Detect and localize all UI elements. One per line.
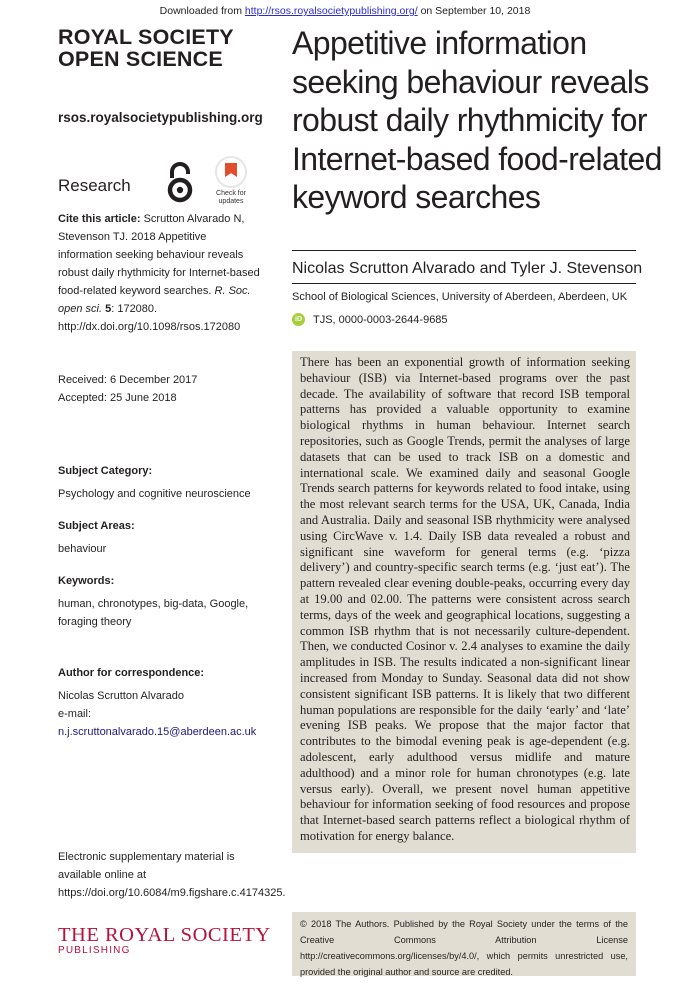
subject-category: Subject Category: Psychology and cognitive neuroscience	[58, 465, 251, 500]
accepted-date: Accepted: 25 June 2018	[58, 392, 177, 404]
divider	[292, 250, 636, 251]
abstract-text: There has been an exponential growth of information seeking behaviour (ISB) via Internet-based programs over the past decade. The availability of software that record ISB temporal patterns has provided a valuable opportunity to examine biological rhythms in human behaviour. Internet search repositories, such as Google Trends, permit the analyses of large datasets that can be used to track ISB on a domestic and international scale. We examined daily and seasonal Google Trends search patterns for keywords related to food intake, using the most relevant search terms for the USA, UK, Canada, India and Australia. Daily and seasonal ISB rhythmicity were analysed using CircWave v. 1.4. Daily ISB data revealed a robust and significant sine waveform for general terms (e.g. ‘pizza delivery’) and country-specific search terms (e.g. ‘just eat’). The pattern revealed clear evening double-peaks, occurring every day at 19.00 and 02.00. The patterns were consistent across search terms, days of the week and geographical locations, suggesting a common ISB rhythm that is not necessarily culture-dependent. Then, we conducted Cosinor v. 2.4 analyses to examine the daily amplitudes in ISB. The results indicated a non-significant linear increased from Monday to Sunday. Seasonal data did not show consistent significant ISB patterns. It is likely that two different human populations are responsible for the daily ‘early’ and ‘late’ evening ISB peaks. We propose that the major factor that contributes to the bimodal evening peak is age-dependent (e.g. adolescent, early adulthood versus midlife and mature adulthood) and a minor role for human chronotypes (e.g. late versus early). Overall, we present novel human appetitive behaviour for information seeking of food resources and propose that Internet-based search patterns reflect a biological rhythm of motivation for energy balance.	[300, 355, 630, 843]
copyright-box: © 2018 The Authors. Published by the Royal Society under the terms of the Creative Commons Attribution License http://creativecommons.org/licenses/by/4.0/, which permits unrestricted use, provided the original author and source are credited.	[292, 912, 636, 976]
abstract-box	[292, 351, 636, 853]
orcid-icon: iD	[292, 313, 305, 326]
authors: Nicolas Scrutton Alvarado and Tyler J. Stevenson	[292, 260, 643, 277]
left-column	[58, 25, 286, 899]
received-date: Received: 6 December 2017	[58, 374, 198, 386]
correspondence: Author for correspondence: Nicolas Scrutton Alvarado e-mail: n.j.scruttonalvarado.15@aberdeen.ac.uk	[58, 667, 257, 738]
affiliation: School of Biological Sciences, University of Aberdeen, Aberdeen, UK	[292, 291, 628, 303]
open-access-icon	[166, 162, 194, 204]
subject-areas: Subject Areas: behaviour	[58, 520, 135, 555]
check-for-updates-badge[interactable]: Check for updates	[208, 156, 254, 206]
supplementary-note: Electronic supplementary material is available online at https://doi.org/10.6084/m9.figshare.c.4174325.	[58, 851, 286, 899]
publisher-logo: THE ROYAL SOCIETY PUBLISHING	[58, 924, 271, 956]
journal-url-link[interactable]: rsos.royalsocietypublishing.org	[58, 110, 263, 125]
article-title: Appetitive information seeking behaviour reveals robust daily rhythmicity for Internet-based food-related keyword searches	[292, 25, 662, 215]
orcid-line[interactable]: iD TJS, 0000-0003-2644-9685	[292, 313, 448, 326]
download-url-link[interactable]: http://rsos.royalsocietypublishing.org/	[244, 5, 418, 17]
section-label: Research	[58, 176, 131, 195]
citation: Cite this article: Scrutton Alvarado N, Stevenson TJ. 2018 Appetitive information seeking behaviour reveals robust daily rhythmicity for Internet-based food-related keyword searches. R. Soc. open sci. 5: 172080. http://dx.doi.org/10.1098/rsos.172080	[58, 213, 260, 333]
keywords: Keywords: human, chronotypes, big-data, Google, foraging theory	[58, 575, 249, 628]
dates	[58, 371, 263, 407]
email-link[interactable]: n.j.scruttonalvarado.15@aberdeen.ac.uk	[58, 726, 257, 738]
divider	[292, 283, 636, 284]
check-for-updates-icon	[215, 156, 247, 188]
journal-logo: ROYAL SOCIETY OPEN SCIENCE	[58, 25, 234, 71]
download-banner: Downloaded from http://rsos.royalsocietypublishing.org/ on September 10, 2018	[159, 5, 531, 17]
